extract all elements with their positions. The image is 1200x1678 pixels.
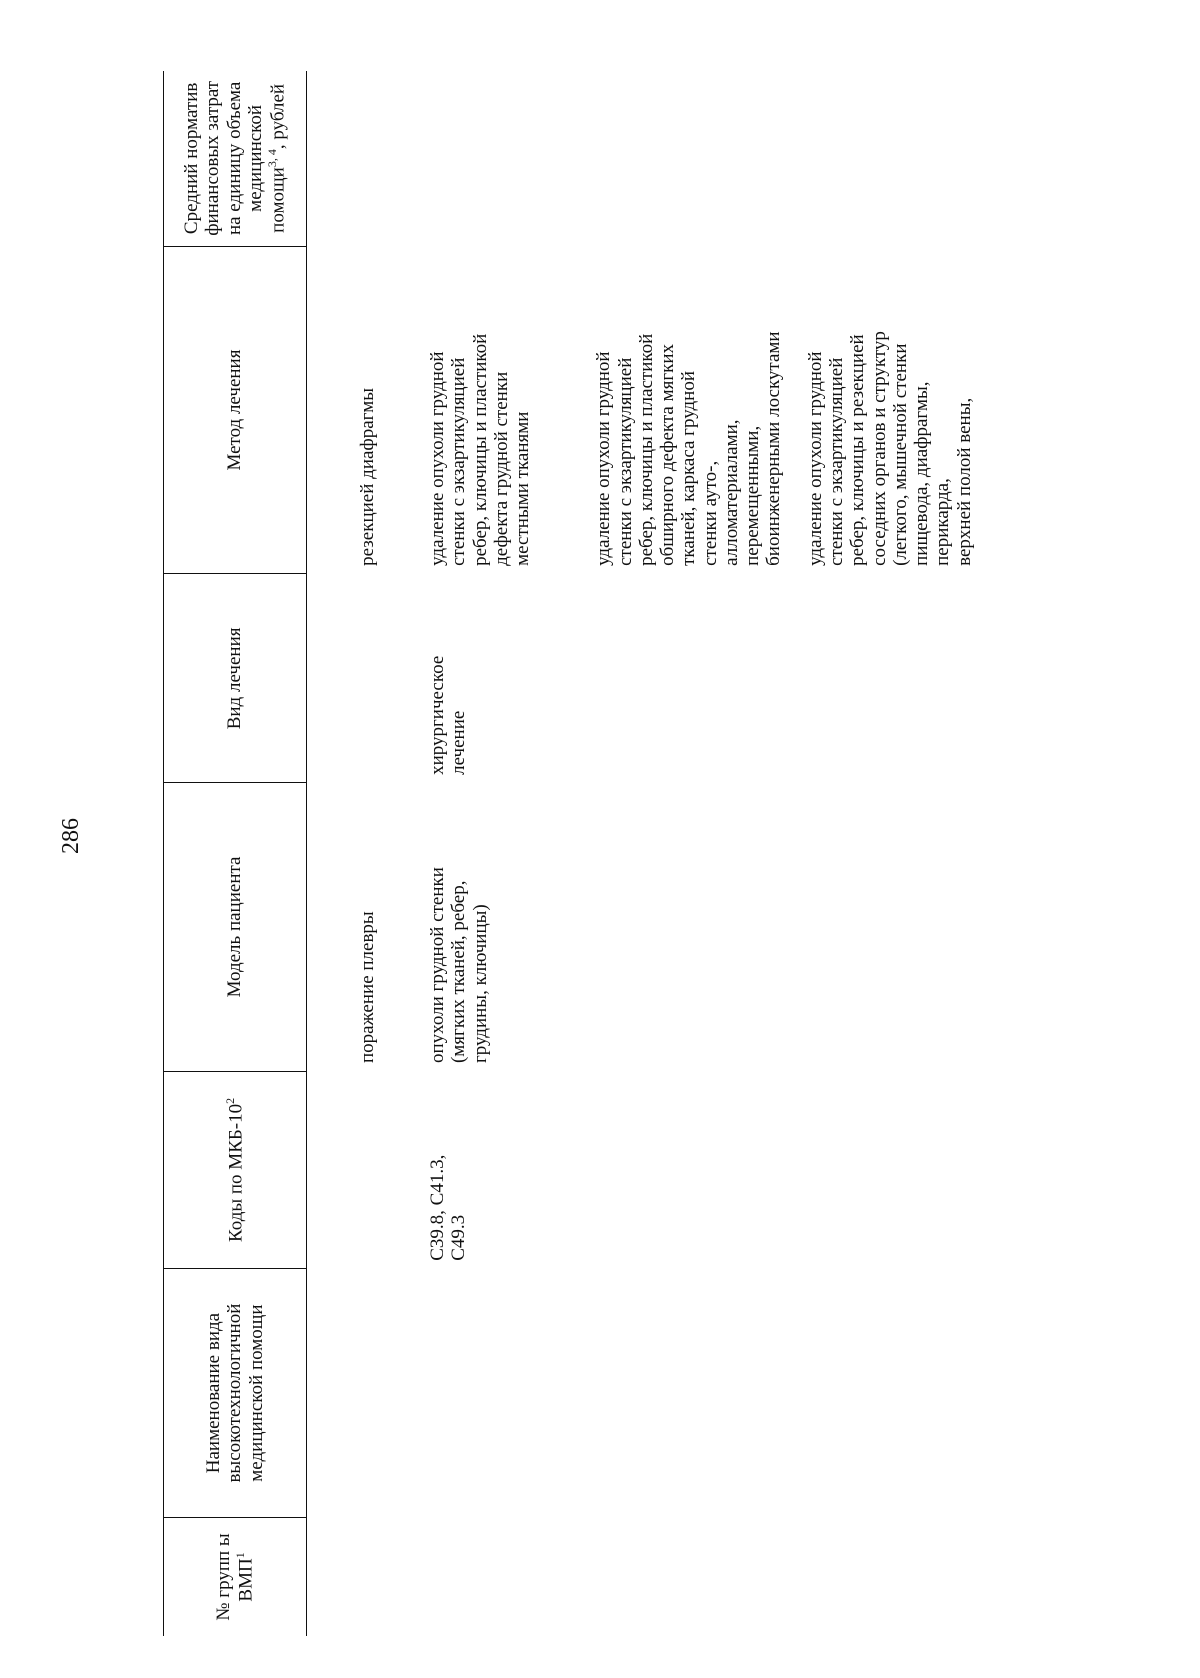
table-row — [307, 71, 402, 1636]
header-patient-model: Модель пациента — [164, 783, 307, 1071]
vmp-table — [163, 71, 995, 1636]
header-group-no: № групп ы ВМП$^1$ — [164, 1517, 307, 1636]
cell-treatment-methods — [401, 246, 995, 574]
header-row — [164, 71, 307, 1636]
method-item: удаление опухоли грудной стенки с экзартикуляцией ребер, ключицы и пластикой дефекта грудной стенки местными тканями — [427, 333, 534, 566]
cell-treatment-type: хирургическое лечение — [427, 655, 470, 775]
table-container — [163, 71, 995, 1636]
method-item: удаление опухоли грудной стенки с экзартикуляцией ребер, ключицы и пластикой обширного дефекта мягких тканей, каркаса грудной стенки ауто-, алломатериалами, перемещенными, биоинженерными лоскутами — [593, 331, 785, 566]
header-treatment-method: Метод лечения — [164, 246, 307, 574]
cell-icd-codes: C39.8, C41.3, C49.3 — [427, 1154, 470, 1261]
header-treatment-type: Вид лечения — [164, 574, 307, 783]
page-number: 286 — [58, 818, 84, 854]
cell-treatment-method: резекцией диафрагмы — [357, 388, 378, 566]
method-item: удаление опухоли грудной стенки с экзартикуляцией ребер, ключицы и резекцией соседних органов и структур (легкого, мышечной стенки пищевода, диафрагмы, перикарда, верхней полой вены, — [804, 331, 975, 566]
cell-patient-model: поражение плевры — [357, 911, 378, 1064]
table-row — [401, 71, 995, 1636]
cell-patient-model: опухоли грудной стенки (мягких тканей, ребер, грудины, ключицы) — [427, 867, 491, 1064]
header-cost: Средний норматив финансовых затрат на единицу объема медицинской помощи$^{3, 4}$, рублей — [164, 71, 307, 246]
header-name: Наименование вида высокотехнологичной медицинской помощи — [164, 1269, 307, 1518]
header-icd-codes: Коды по МКБ-$10^2$ — [164, 1071, 307, 1269]
